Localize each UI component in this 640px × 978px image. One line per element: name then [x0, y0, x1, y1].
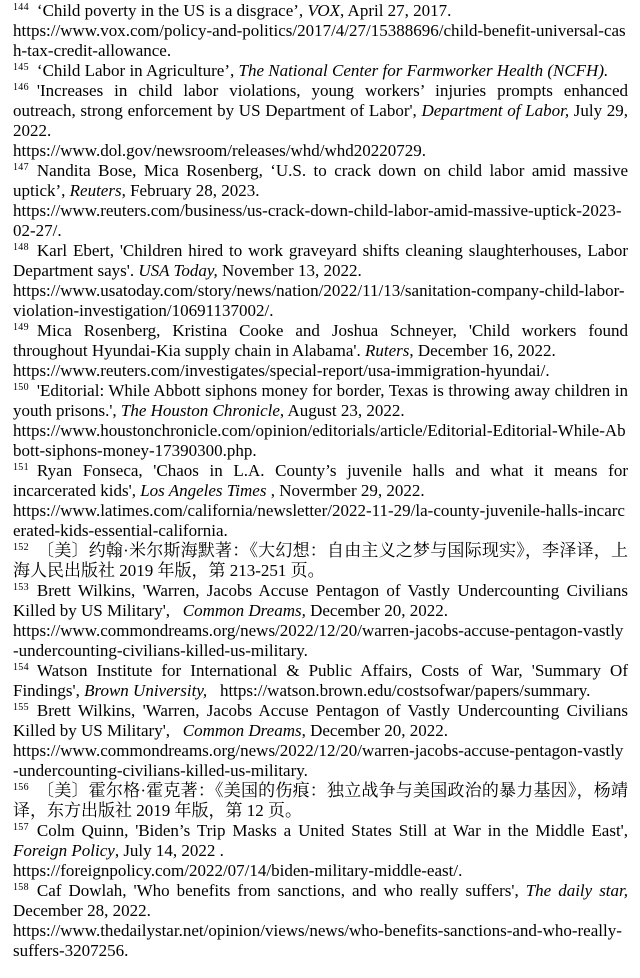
citation-source-name: Department of Labor,	[421, 101, 570, 120]
citation-url: https://www.reuters.com/investigates/special-report/usa-immigration-hyundai/.	[13, 361, 550, 380]
citation-text: ‘Child Labor in Agriculture’,	[36, 61, 239, 80]
citation-source-name: Reuters	[69, 181, 122, 200]
citation-url: https://www.thedailystar.net/opinion/views/news/who-benefits-sanctions-and-who-really-suffers-3207256.	[13, 921, 622, 960]
citation-text: , April 27, 2017.	[339, 1, 452, 20]
citation-text: , July 14, 2022 .	[114, 841, 224, 860]
footnote-154	[13, 661, 628, 701]
citation-text: Watson Institute for International & Public Affairs, Costs of War, 'Summary Of Findings',	[13, 661, 628, 700]
citation-text: 〔美〕约翰·米尔斯海默著：《大幻想：自由主义之梦与国际现实》，李泽译，上海人民出版社 2019 年版，第 213-251 页。	[13, 541, 628, 580]
citation-text: , August 23, 2022.	[279, 401, 405, 420]
footnote-158	[13, 881, 628, 961]
footnote-number: 147	[13, 162, 29, 173]
footnote-body	[13, 241, 628, 320]
citation-url: https://www.dol.gov/newsroom/releases/whd/whd20220729.	[13, 141, 426, 160]
citation-text: July 29, 2022.	[13, 101, 629, 140]
citation-source-name: USA Today,	[138, 261, 218, 280]
citation-source-name: The National Center for Farmworker Health (NCFH).	[238, 61, 609, 80]
footnote-146	[13, 81, 628, 161]
citation-text	[207, 681, 220, 700]
citation-text: 〔美〕霍尔格·霍克著：《美国的伤痕：独立战争与美国政治的暴力基因》，杨靖译，东方出版社 2019 年版，第 12 页。	[13, 781, 628, 820]
footnote-number: 152	[13, 542, 29, 553]
citation-source-name: Foreign Policy	[13, 841, 115, 860]
citation-source-name: The daily star,	[525, 881, 629, 900]
citation-text: , December 20, 2022.	[301, 721, 448, 740]
citation-text: 'Increases in child labor violations, young workers’ injuries prompts enhanced outreach, strong enforcement by US Department of Labor',	[13, 81, 628, 120]
citation-text: 'Editorial: While Abbott siphons money for border, Texas is throwing away children in youth prisons.',	[13, 381, 628, 420]
footnote-number: 146	[13, 82, 29, 93]
footnote-number: 154	[13, 662, 29, 673]
footnote-number: 145	[13, 62, 29, 73]
footnote-number: 148	[13, 242, 29, 253]
footnote-body	[13, 81, 628, 160]
footnote-body	[13, 1, 626, 60]
footnote-body	[13, 661, 628, 700]
footnote-body	[13, 381, 628, 460]
footnote-144	[13, 1, 628, 61]
footnote-number: 150	[13, 382, 29, 393]
citation-text: Karl Ebert, 'Children hired to work graveyard shifts cleaning slaughterhouses, Labor Department says'.	[13, 241, 628, 280]
citation-text: Mica Rosenberg, Kristina Cooke and Joshua Schneyer, 'Child workers found throughout Hyundai-Kia supply chain in Alabama'.	[13, 321, 628, 360]
footnote-body	[13, 821, 628, 880]
footnote-149	[13, 321, 628, 381]
citation-source-name: The Houston Chronicle	[120, 401, 280, 420]
footnote-number: 153	[13, 582, 29, 593]
citation-url: https://foreignpolicy.com/2022/07/14/biden-military-middle-east/.	[13, 861, 463, 880]
citation-source-name: VOX	[307, 1, 340, 20]
citation-text: December 20, 2022.	[305, 601, 448, 620]
citation-url: https://www.commondreams.org/news/2022/12/20/warren-jacobs-accuse-pentagon-vastly-undercounting-civilians-killed-us-military.	[13, 741, 624, 780]
footnote-157	[13, 821, 628, 881]
footnote-150	[13, 381, 628, 461]
footnote-body	[13, 541, 628, 580]
citation-text: , February 28, 2023.	[121, 181, 260, 200]
citation-text: Brett Wilkins, 'Warren, Jacobs Accuse Pentagon of Vastly Undercounting Civilians Killed by US Military',	[13, 701, 628, 740]
footnote-body	[13, 701, 628, 780]
footnote-151	[13, 461, 628, 541]
citation-url: https://www.reuters.com/business/us-crack-down-child-labor-amid-massive-uptick-2023-02-27/.	[13, 201, 622, 240]
citation-text: Nandita Bose, Mica Rosenberg, ‘U.S. to crack down on child labor amid massive uptick’,	[13, 161, 628, 200]
citation-text: , December 16, 2022.	[409, 341, 556, 360]
citation-text: Caf Dowlah, 'Who benefits from sanctions, and who really suffers',	[36, 881, 526, 900]
footnote-body	[13, 581, 628, 660]
footnote-153	[13, 581, 628, 661]
citation-url: https://www.latimes.com/california/newsletter/2022-11-29/la-county-juvenile-halls-incarcerated-kids-essential-california.	[13, 501, 625, 540]
citation-url: https://www.usatoday.com/story/news/nation/2022/11/13/sanitation-company-child-labor-violation-investigation/10691137002/.	[13, 281, 625, 320]
citation-source-name: Ruters	[364, 341, 410, 360]
footnote-number: 155	[13, 702, 29, 713]
footnote-152	[13, 541, 628, 581]
footnote-body	[13, 461, 628, 540]
footnote-155	[13, 701, 628, 781]
footnote-body	[37, 61, 608, 80]
footnote-number: 157	[13, 822, 29, 833]
citation-text: Colm Quinn, 'Biden’s Trip Masks a United States Still at War in the Middle East',	[36, 821, 628, 840]
footnote-body	[13, 781, 628, 820]
footnote-body	[13, 161, 628, 240]
footnote-number: 149	[13, 322, 29, 333]
footnote-number: 151	[13, 462, 29, 473]
citation-url: https://watson.brown.edu/costsofwar/papers/summary.	[219, 681, 591, 700]
citation-text: December 28, 2022.	[13, 901, 151, 920]
citation-text: Brett Wilkins, 'Warren, Jacobs Accuse Pentagon of Vastly Undercounting Civilians Killed by US Military',	[13, 581, 628, 620]
footnote-145	[13, 61, 628, 81]
footnote-number: 144	[13, 2, 29, 13]
citation-url: https://www.houstonchronicle.com/opinion/editorials/article/Editorial-Editorial-While-Abbott-siphons-money-17390300.php.	[13, 421, 626, 460]
footnote-body	[13, 881, 628, 960]
footnote-body	[13, 321, 628, 380]
citation-source-name: Common Dreams,	[182, 601, 306, 620]
citation-url: https://www.vox.com/policy-and-politics/2017/4/27/15388696/child-benefit-universal-cash-tax-credit-allowance.	[13, 21, 626, 60]
citation-text: , Novermber 29, 2022.	[266, 481, 425, 500]
citation-source-name: Brown University,	[84, 681, 208, 700]
footnote-list	[13, 1, 628, 961]
footnote-148	[13, 241, 628, 321]
citation-text: ‘Child poverty in the US is a disgrace’,	[36, 1, 308, 20]
citation-source-name: Los Angeles Times	[140, 481, 267, 500]
citation-text: November 13, 2022.	[217, 261, 362, 280]
footnote-number: 156	[13, 782, 29, 793]
citation-url: https://www.commondreams.org/news/2022/12/20/warren-jacobs-accuse-pentagon-vastly-undercounting-civilians-killed-us-military.	[13, 621, 624, 660]
citation-text: Ryan Fonseca, 'Chaos in L.A. County’s juvenile halls and what it means for incarcerated kids',	[13, 461, 628, 500]
footnote-147	[13, 161, 628, 241]
footnote-number: 158	[13, 882, 29, 893]
citation-source-name: Common Dreams	[182, 721, 302, 740]
footnote-156	[13, 781, 628, 821]
